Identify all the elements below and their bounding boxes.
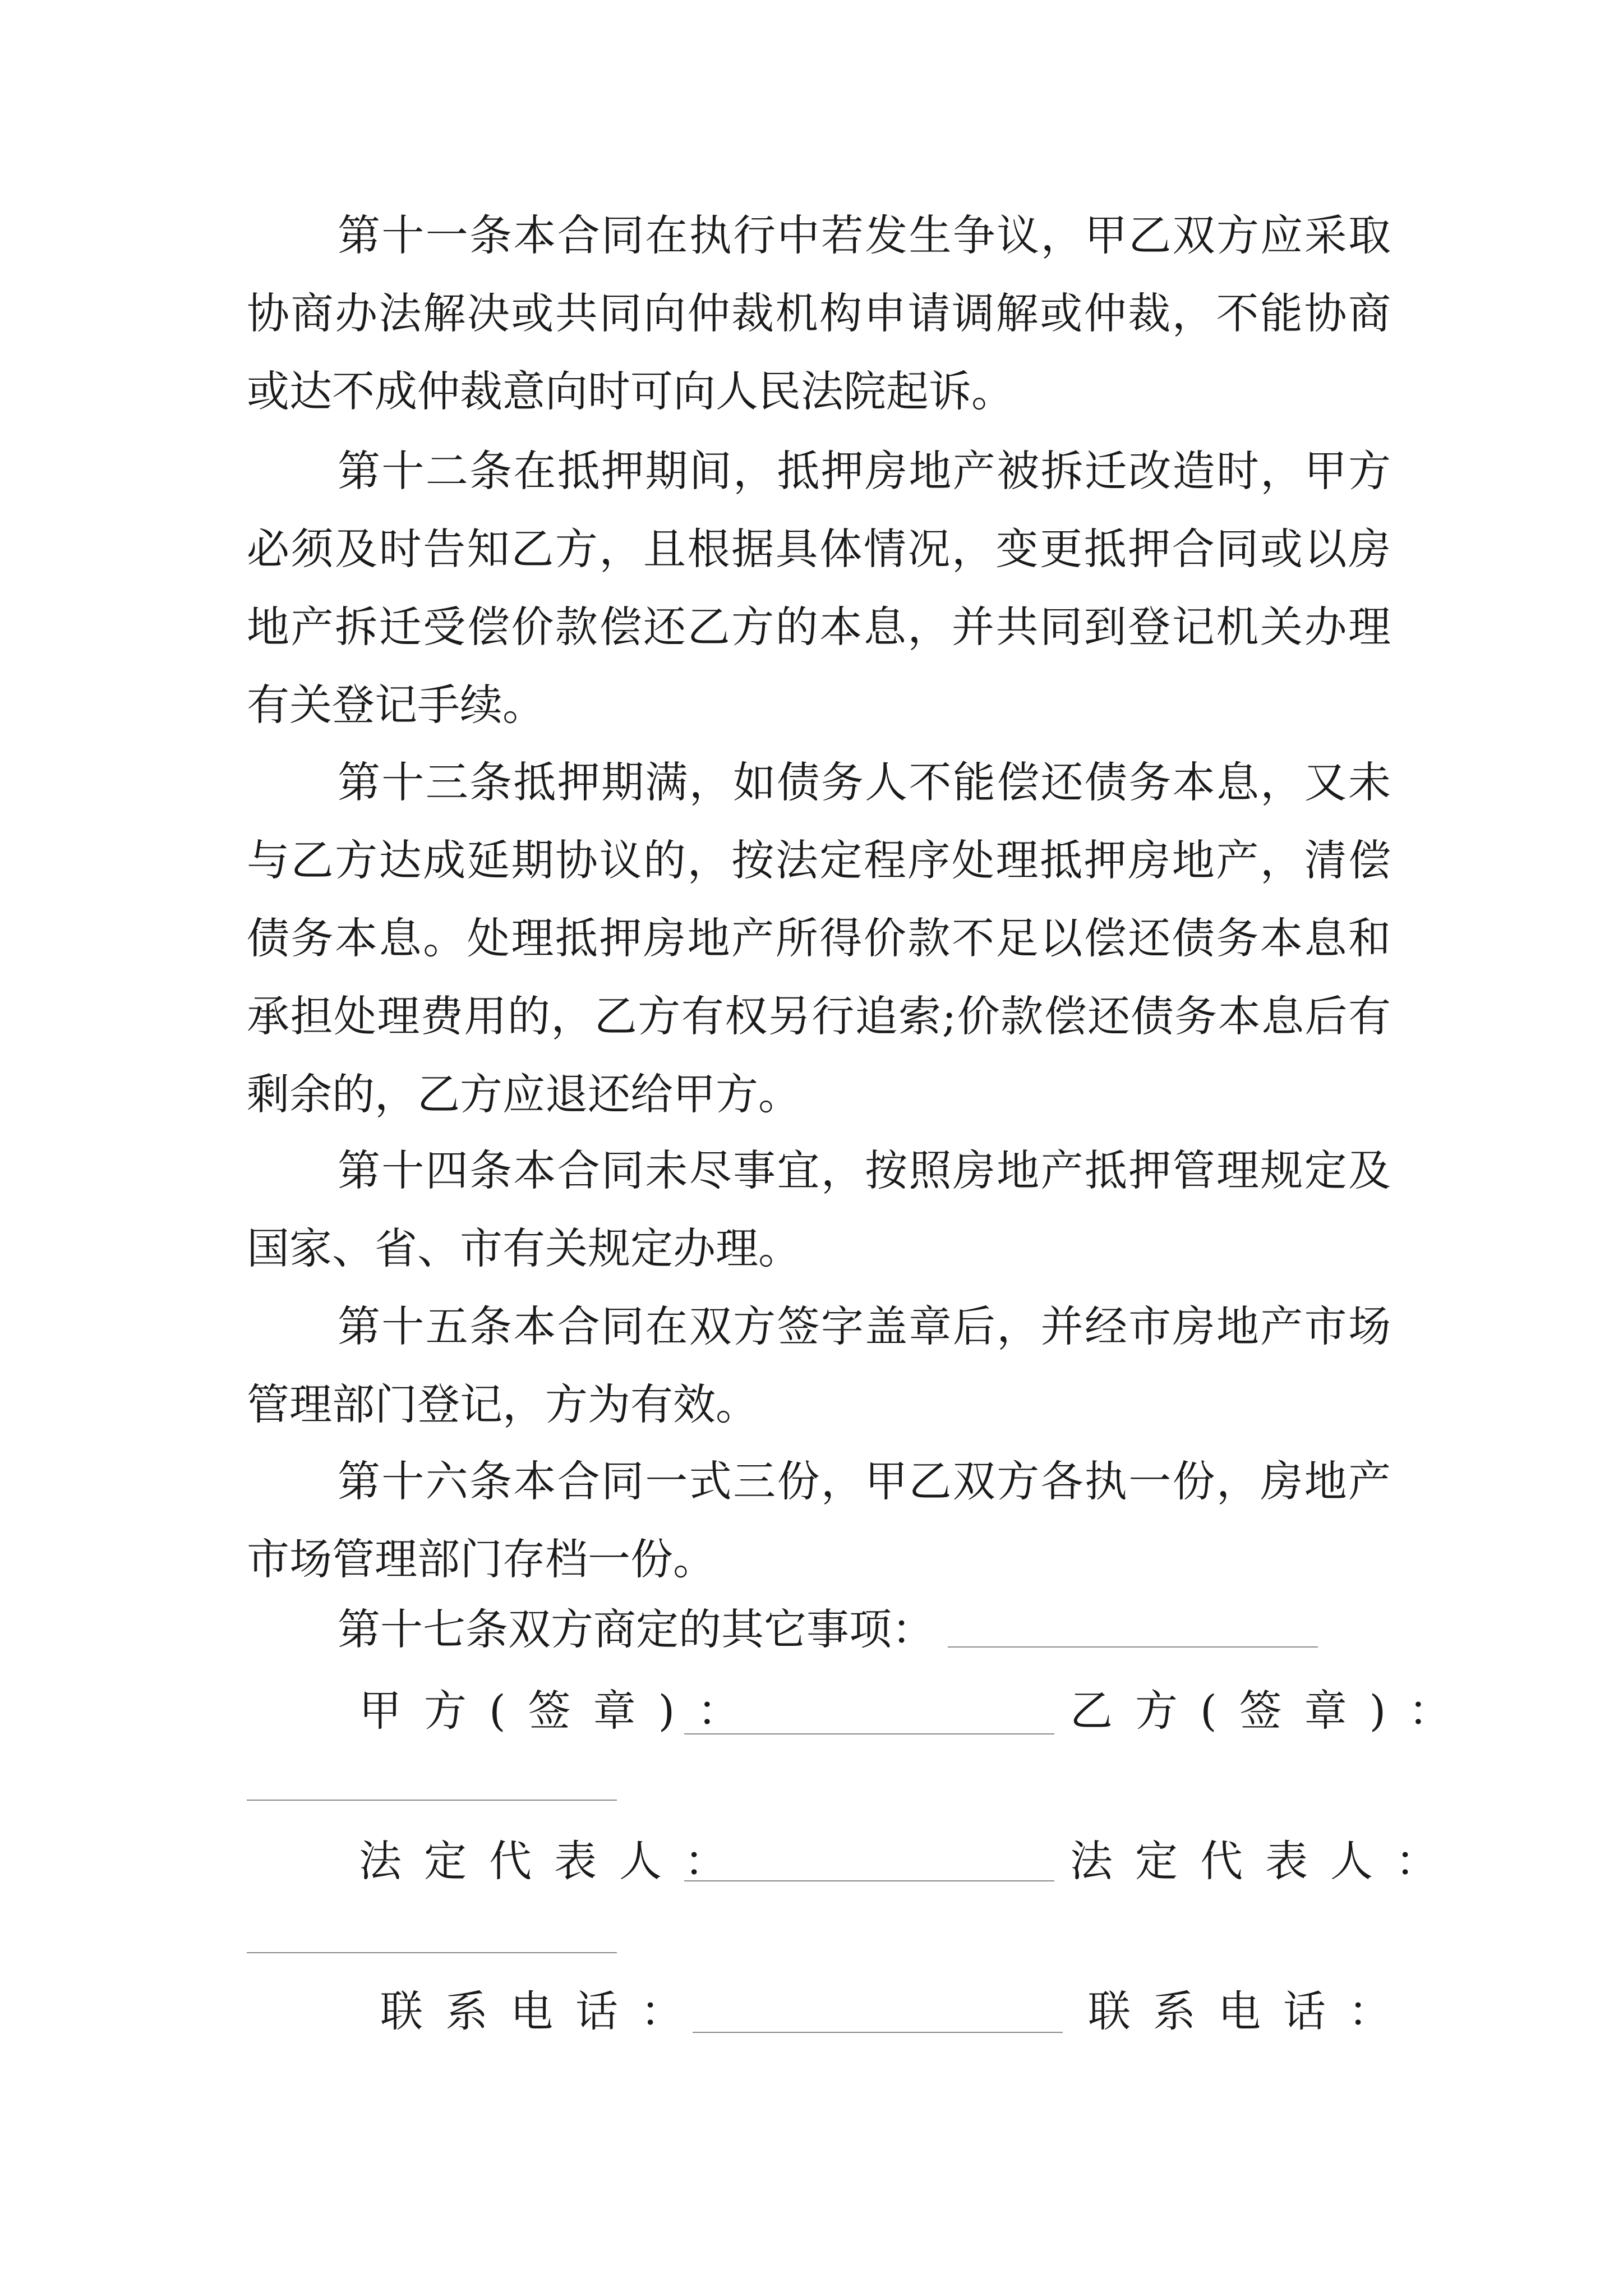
- article-12: 第十二条在抵押期间，抵押房地产被拆迁改造时，甲方必须及时告知乙方，且根据具体情况，变更抵押合同或以房地产拆迁受偿价款偿还乙方的本息，并共同到登记机关办理有关登记手续。: [247, 446, 1391, 730]
- party-b-rep-blank: [247, 1952, 617, 1953]
- party-a-seal-label: 甲方(签章)：: [359, 1686, 763, 1736]
- party-a-phone-label: 联系电话：: [380, 1986, 706, 2036]
- party-a-rep-label: 法定代表人：: [359, 1836, 749, 1886]
- party-a-rep-blank: [684, 1880, 1054, 1881]
- party-b-seal-blank: [247, 1800, 617, 1801]
- party-b-phone-label: 联系电话：: [1088, 1986, 1413, 2036]
- party-b-seal-label: 乙方(签章)：: [1070, 1686, 1474, 1736]
- party-a-phone-blank: [693, 2032, 1063, 2033]
- party-a-seal-blank: [684, 1733, 1054, 1734]
- article-14: 第十四条本合同未尽事宜，按照房地产抵押管理规定及国家、省、市有关规定办理。: [247, 1145, 1391, 1273]
- party-b-rep-label: 法定代表人：: [1070, 1836, 1460, 1886]
- article-11: 第十一条本合同在执行中若发生争议，甲乙双方应采取协商办法解决或共同向仲裁机构申请调解或仲裁，不能协商或达不成仲裁意向时可向人民法院起诉。: [247, 210, 1391, 416]
- article-17-blank: [948, 1646, 1318, 1648]
- article-13: 第十三条抵押期满，如债务人不能偿还债务本息，又未与乙方达成延期协议的，按法定程序处理抵押房地产，清偿债务本息。处理抵押房地产所得价款不足以偿还债务本息和承担处理费用的，乙方有权另行追索;价款偿还债务本息后有剩余的，乙方应退还给甲方。: [247, 757, 1391, 1119]
- article-15: 第十五条本合同在双方签字盖章后，并经市房地产市场管理部门登记，方为有效。: [247, 1301, 1391, 1429]
- article-17-label: 第十七条双方商定的其它事项：: [338, 1604, 934, 1654]
- article-16: 第十六条本合同一式三份，甲乙双方各执一份，房地产市场管理部门存档一份。: [247, 1456, 1391, 1584]
